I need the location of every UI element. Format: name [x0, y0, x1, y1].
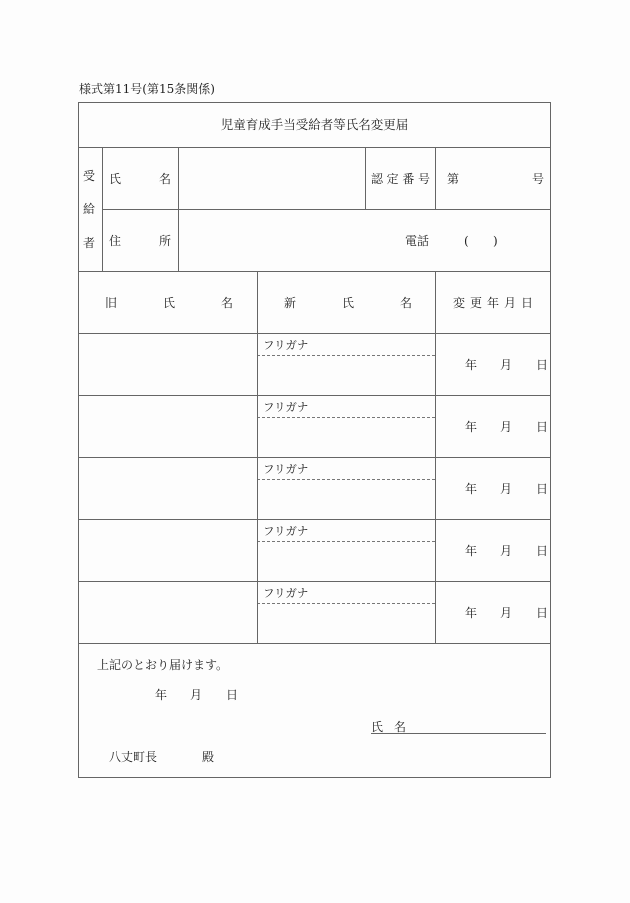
change-date-year: 年 [465, 420, 478, 434]
address-field[interactable] [179, 210, 399, 271]
cert-number-prefix: 第 [447, 172, 460, 186]
old-name-field[interactable] [80, 582, 257, 643]
change-date-day: 日 [536, 482, 549, 496]
change-date-month: 月 [500, 358, 513, 372]
new-name-field[interactable] [258, 356, 435, 395]
furigana-field[interactable] [315, 520, 435, 541]
change-date-year: 年 [465, 358, 478, 372]
change-date-day: 日 [536, 606, 549, 620]
divider [365, 147, 366, 209]
recipient-label-char: 給 [83, 202, 96, 216]
old-name-field[interactable] [80, 458, 257, 519]
recipient-label-char: 受 [83, 169, 96, 183]
submission-year: 年 [155, 688, 168, 702]
change-date-day: 日 [536, 420, 549, 434]
submission-day: 日 [226, 688, 239, 702]
divider [102, 147, 103, 271]
declaration-text: 上記のとおり届けます。 [97, 658, 229, 672]
change-date-month: 月 [500, 544, 513, 558]
change-date-day: 日 [536, 544, 549, 558]
recipient-name-field[interactable] [179, 148, 365, 209]
signature-label-char: 氏 [371, 720, 384, 734]
cert-number-suffix: 号 [532, 172, 545, 186]
old-name-field[interactable] [80, 396, 257, 457]
certification-number-label: 認 定 番 号 [371, 172, 430, 186]
change-date-day: 日 [536, 358, 549, 372]
change-date-year: 年 [465, 606, 478, 620]
furigana-label: フリガナ [263, 338, 309, 352]
old-name-header: 旧 氏 名 [105, 296, 233, 310]
old-name-field[interactable] [80, 334, 257, 395]
certification-number-field[interactable] [463, 148, 533, 209]
divider [435, 271, 436, 643]
phone-paren-close: ) [493, 234, 498, 248]
notification-form [78, 102, 551, 778]
new-name-header: 新 氏 名 [284, 296, 412, 310]
divider [79, 271, 550, 272]
signature-field[interactable] [414, 715, 544, 733]
honorific: 殿 [202, 750, 215, 764]
name-label: 氏 名 [109, 172, 171, 186]
submission-month: 月 [190, 688, 203, 702]
furigana-field[interactable] [315, 334, 435, 355]
divider [79, 643, 550, 644]
change-date-year: 年 [465, 482, 478, 496]
furigana-field[interactable] [315, 582, 435, 603]
furigana-label: フリガナ [263, 524, 309, 538]
new-name-field[interactable] [258, 480, 435, 519]
phone-number-field[interactable] [501, 223, 547, 253]
new-name-field[interactable] [258, 418, 435, 457]
furigana-label: フリガナ [263, 400, 309, 414]
furigana-label: フリガナ [263, 586, 309, 600]
signature-label-char: 名 [394, 720, 407, 734]
form-number: 様式第11号(第15条関係) [79, 82, 215, 96]
furigana-field[interactable] [315, 396, 435, 417]
change-date-year: 年 [465, 544, 478, 558]
signature-underline [371, 733, 546, 734]
phone-area-code-field[interactable] [473, 223, 493, 253]
furigana-label: フリガナ [263, 462, 309, 476]
form-title: 児童育成手当受給者等氏名変更届 [220, 117, 409, 132]
phone-paren-open: ( [464, 234, 469, 248]
addressee: 八丈町長 [109, 750, 158, 764]
change-date-month: 月 [500, 420, 513, 434]
new-name-field[interactable] [258, 542, 435, 581]
change-date-month: 月 [500, 482, 513, 496]
new-name-field[interactable] [258, 604, 435, 643]
divider [435, 147, 436, 209]
address-label: 住 所 [109, 234, 171, 248]
old-name-field[interactable] [80, 520, 257, 581]
divider [257, 271, 258, 643]
change-date-month: 月 [500, 606, 513, 620]
change-date-header: 変 更 年 月 日 [453, 296, 533, 310]
furigana-field[interactable] [315, 458, 435, 479]
phone-label: 電話 [405, 234, 430, 248]
recipient-label-char: 者 [83, 236, 96, 250]
